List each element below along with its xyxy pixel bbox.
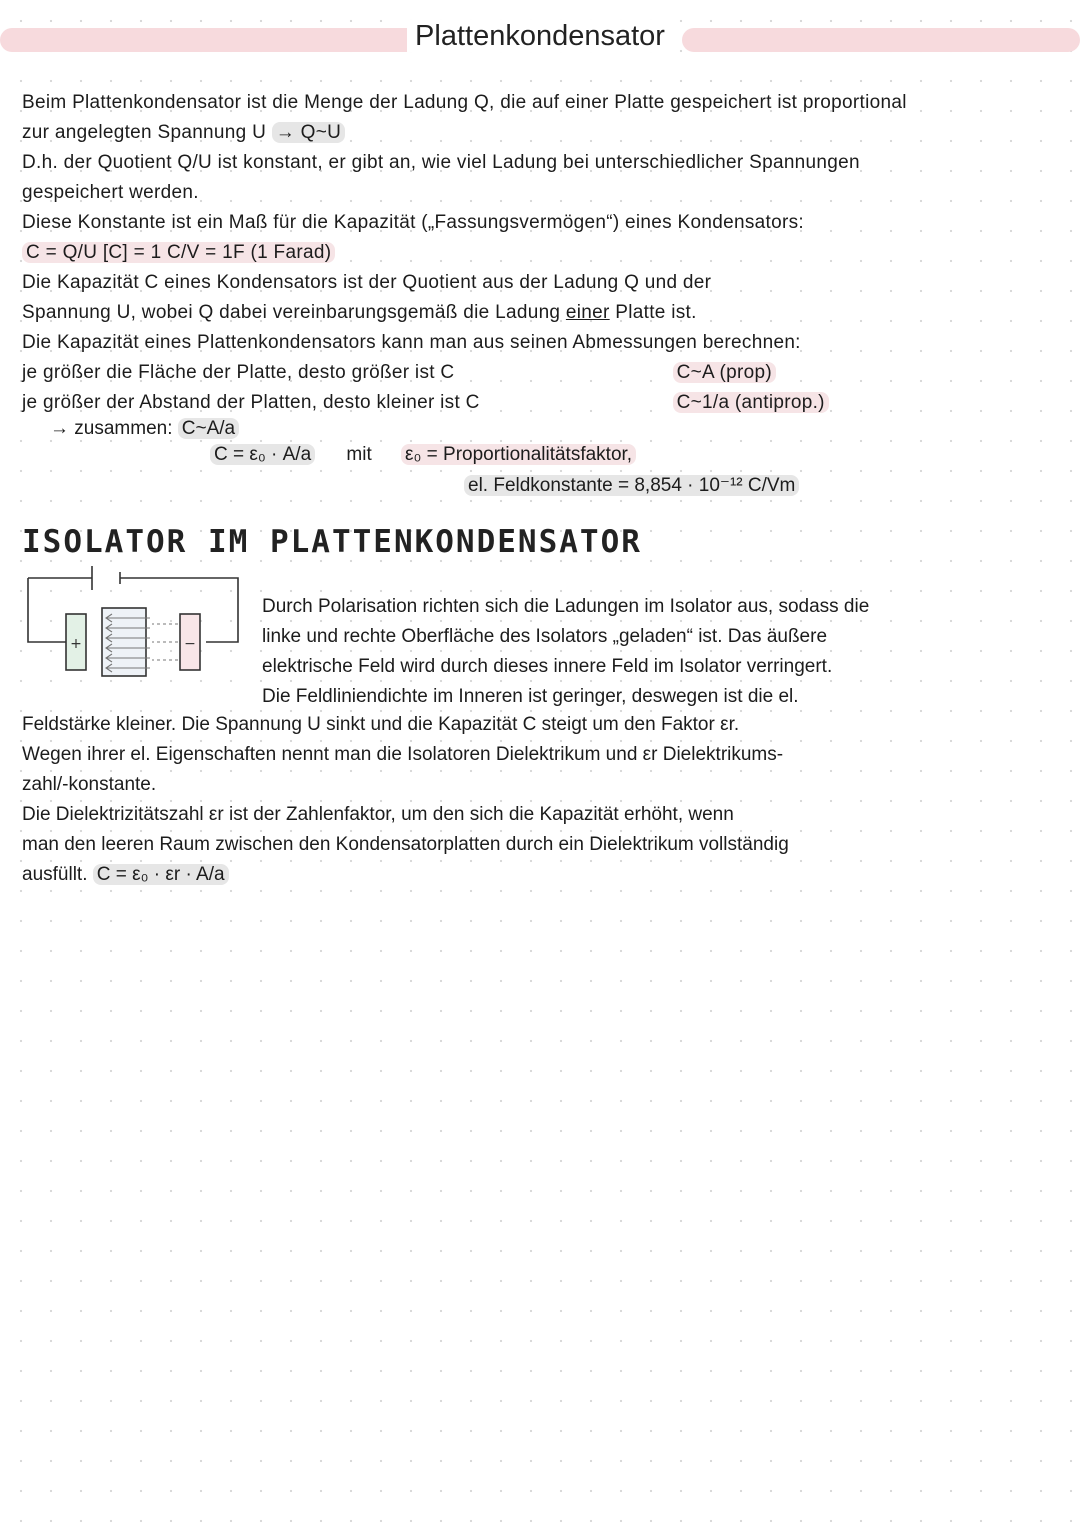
unit-formula-line — [22, 238, 1062, 268]
iso-line-4: Die Feldliniendichte im Inneren ist geringer, deswegen ist die el. — [262, 686, 799, 707]
intro-line-4: gespeichert werden. — [22, 182, 199, 203]
rule-2-note: C~1/a (antiprop.) — [673, 392, 829, 413]
capacity-line-2-end: Platte ist. — [615, 302, 697, 323]
rule-1-note: C~A (prop) — [673, 362, 776, 383]
capacity-line-3: Die Kapazität eines Plattenkondensators kann man aus seinen Abmessungen berechnen: — [22, 332, 801, 353]
arrow-icon: → — [275, 122, 296, 143]
epsilon-definition: ε₀ = Proportionalitätsfaktor, — [401, 444, 636, 465]
rest-line-1: Feldstärke kleiner. Die Spannung U sinkt und die Kapazität C steigt um den Faktor εr. — [22, 714, 740, 735]
proportionality-q-u: Q~U — [300, 122, 342, 143]
proportionality-formula — [272, 122, 345, 143]
iso-line-2: linke und rechte Oberfläche des Isolators „geladen“ ist. Das äußere — [262, 626, 828, 647]
epsilon-value: el. Feldkonstante = 8,854 · 10⁻¹² C/Vm — [464, 475, 799, 496]
rest-line-5: man den leeren Raum zwischen den Kondensatorplatten durch ein Dielektrikum vollständig — [22, 834, 789, 855]
intro-line-2 — [22, 118, 1062, 148]
unit-formula: C = Q/U [C] = 1 C/V = 1F (1 Farad) — [22, 242, 335, 263]
combined-line — [22, 418, 1062, 444]
underlined-word: einer — [565, 302, 610, 323]
rule-1-text: je größer die Fläche der Platte, desto größer ist C — [22, 362, 455, 383]
combined-formula: C = ε₀ · A/a — [210, 444, 315, 465]
minus-sign: − — [184, 636, 196, 652]
quotient-fraction: Q/U — [177, 152, 213, 173]
epsilon-value-line — [22, 474, 1062, 504]
rest-line-2: Wegen ihrer el. Eigenschaften nennt man die Isolatoren Dielektrikum und εr Dielektrikums- — [22, 744, 784, 765]
intro-paragraph — [22, 88, 1062, 418]
capacity-line-2-text: Spannung U, wobei Q dabei vereinbarungsgemäß die Ladung — [22, 302, 561, 323]
rest-line-6-text: ausfüllt. — [22, 864, 88, 885]
section-heading: ISOLATOR IM PLATTENKONDENSATOR — [22, 524, 642, 560]
capacity-line-1: Die Kapazität C eines Kondensators ist der Quotient aus der Ladung Q und der — [22, 272, 712, 293]
final-formula: C = ε₀ · εr · A/a — [93, 864, 229, 885]
plus-sign: + — [70, 636, 82, 652]
rest-line-6 — [22, 860, 1062, 890]
intro-line-3 — [22, 148, 1062, 178]
page-title: Plattenkondensator — [0, 20, 1080, 53]
intro-line-2-text: zur angelegten Spannung U — [22, 122, 267, 143]
isolator-paragraph — [262, 592, 1062, 712]
mit-label: mit — [346, 444, 372, 465]
dielectric-paragraph — [22, 710, 1062, 890]
intro-line-5: Diese Konstante ist ein Maß für die Kapazität („Fassungsvermögen“) eines Kondensators: — [22, 212, 804, 233]
intro-line-1: Beim Plattenkondensator ist die Menge der Ladung Q, die auf einer Platte gespeichert ist proportional — [22, 92, 907, 113]
rest-line-4: Die Dielektrizitätszahl εr ist der Zahlenfaktor, um den sich die Kapazität erhöht, wenn — [22, 804, 734, 825]
combined-label: → zusammen: — [50, 418, 173, 439]
intro-line-3-rest: ist konstant, er gibt an, wie viel Ladung bei unterschiedlicher Spannungen — [217, 152, 860, 173]
capacity-line-2 — [22, 298, 1062, 328]
combined-formula-block — [22, 418, 1062, 504]
epsilon-line — [22, 444, 1062, 474]
iso-line-3: elektrische Feld wird durch dieses innere Feld im Isolator verringert. — [262, 656, 833, 677]
rest-line-3: zahl/-konstante. — [22, 774, 157, 795]
rule-2-text: je größer der Abstand der Platten, desto kleiner ist C — [22, 392, 480, 413]
iso-line-1: Durch Polarisation richten sich die Ladungen im Isolator aus, sodass die — [262, 596, 870, 617]
intro-line-3-text: D.h. der Quotient — [22, 152, 172, 173]
combined-prop: C~A/a — [178, 418, 239, 439]
capacitor-circuit-diagram — [26, 566, 241, 686]
rule-1 — [22, 358, 1062, 388]
rule-2 — [22, 388, 1062, 418]
